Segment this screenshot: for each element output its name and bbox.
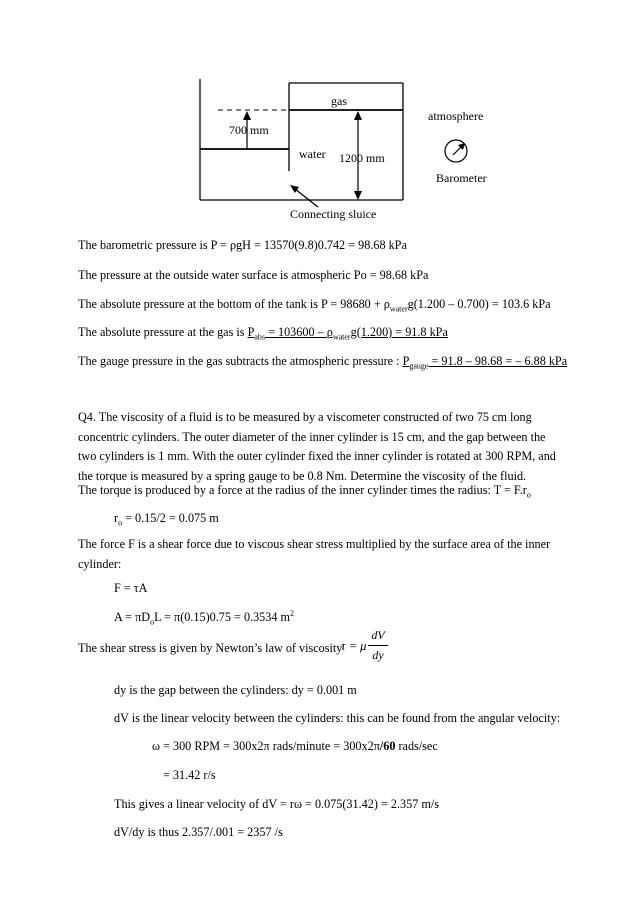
- dim-700-arrowhead-up-icon: [243, 111, 251, 120]
- barometric-pressure-line: The barometric pressure is P = ρgH = 13570(9.8)0.742 = 98.68 kPa: [78, 238, 407, 252]
- gauge-pressure-line: The gauge pressure in the gas subtracts the atmospheric pressure : $P_{gauge} = 91.8 - 98.68$ = – 6.88 kPa: [78, 354, 568, 371]
- radius-line: $r_o = 0.15/2 = 0.075$ m: [114, 511, 219, 528]
- water-label: water: [299, 147, 326, 161]
- velocity-gradient-line: dV/dy is thus 2.357/.001 = 2357 /s: [114, 825, 283, 839]
- q4-statement: Q4. The viscosity of a fluid is to be measured by a viscometer constructed of two 75 cm long concentric cylinders. The outer diameter of the inner cylinder is 15 cm, and the gap between the two cylinders is 1 mm. With the outer cylinder fixed the inner cylinder is rotated at 300 RPM, and the torque is measured by a spring gauge to be 0.8 Nm. Determine the viscosity of the fluid.: [78, 410, 556, 483]
- linear-velocity-result: This gives a linear velocity of dV = rω = 0.075(31.42) = 2.357 m/s: [114, 797, 439, 811]
- gas-label: gas: [331, 94, 347, 108]
- newton-law-line: The shear stress is given by Newton’s law of viscosity: [78, 641, 343, 655]
- fraction-denominator: dy: [372, 648, 384, 662]
- fraction-bar: [368, 645, 388, 646]
- torque-line: The torque is produced by a force at the radius of the inner cylinder times the radius: $T = F.r_o$: [78, 483, 531, 500]
- dim-700-label: 700 mm: [229, 123, 269, 137]
- barometer-icon: [445, 140, 467, 162]
- area-equation: $A = \pi D_oL = \pi(0.15)0.75 = 0.3534$ $m^2$: [114, 608, 294, 627]
- gas-pressure-line: The absolute pressure at the gas is $P_{abs} = 103600 - \rho_{water}g(1.200) = 91.8$ kPa: [78, 325, 448, 342]
- viscosity-equation-lhs: τ = μ: [341, 639, 367, 653]
- sluice-label: Connecting sluice: [290, 207, 377, 221]
- sluice-arrow: [295, 189, 318, 207]
- bottom-pressure-line: The absolute pressure at the bottom of the tank is $P = 98680 + \rho_{water}g(1.200 - 0.700) = 103.6$ kPa: [78, 297, 551, 314]
- outside-pressure-line: The pressure at the outside water surface is atmospheric Po = 98.68 kPa: [78, 268, 429, 282]
- viscosity-fraction: [367, 626, 391, 666]
- fraction-numerator: dV: [371, 628, 385, 642]
- dim-1200-arrowhead-down-icon: [354, 191, 362, 200]
- shear-force-paragraph: The force F is a shear force due to viscous shear stress multiplied by the surface area of the inner cylinder:: [78, 537, 551, 571]
- tank-diagram: [0, 0, 638, 230]
- dim-1200-arrowhead-up-icon: [354, 111, 362, 120]
- force-equation: F = τA: [114, 581, 148, 595]
- angular-velocity-line: ω = 300 RPM = 300x2π rads/minute = 300x2π/60 rads/sec: [152, 739, 438, 753]
- atmosphere-label: atmosphere: [428, 109, 484, 123]
- linear-velocity-intro: dV is the linear velocity between the cylinders: this can be found from the angular velocity:: [114, 711, 561, 725]
- angular-velocity-result: = 31.42 r/s: [163, 768, 216, 782]
- barometer-label: Barometer: [436, 171, 487, 185]
- dim-1200-label: 1200 mm: [339, 151, 385, 165]
- gap-line: dy is the gap between the cylinders: dy = 0.001 m: [114, 683, 357, 697]
